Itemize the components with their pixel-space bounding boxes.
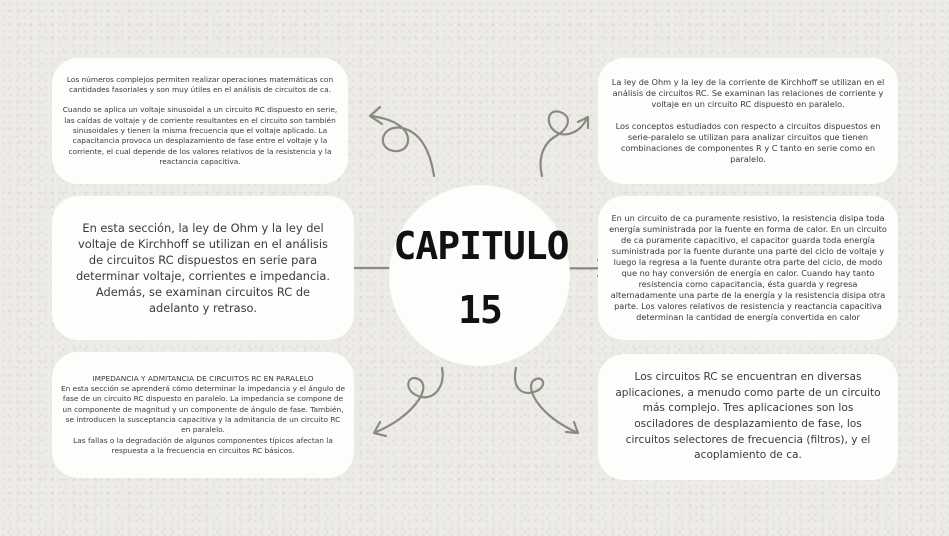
arrow-top-left: [370, 107, 434, 176]
card-bottom-left-p2: Las fallas o la degradación de algunos componentes típicos afectan la respuesta a la frecuencia en circuitos RC básicos.: [73, 435, 333, 455]
card-top-left-p1: Los números complejos permiten realizar operaciones matemáticas con cantidades fasoriales y son muy útiles en el análisis de circuitos de ca.: [66, 74, 334, 95]
card-middle-right-text: En un circuito de ca puramente resistivo, la resistencia disipa toda energía suministrada por la fuente en forma de calor. En un circuito de ca puramente capacitivo, el capacitor guarda toda energía suministrada por la fuente durante una parte del ciclo de voltaje y luego la regresa a la fuente durante otra parte del ciclo, de modo que no hay conversión de energía en calor. Cuando hay tanto resistencia como capacitancia, ésta guarda y regresa alternadamente una parte de la energía y la resistencia disipa otra parte. Los valores relativos de resistencia y reactancia capacitiva determinan la cantidad de energía convertida en calor: [609, 213, 887, 322]
chapter-title: CAPITULO: [393, 224, 569, 268]
card-top-left-p2: Cuando se aplica un voltaje sinusoidal a un circuito RC dispuesto en serie, las caídas de voltaje y de corriente resultantes en el circuito son también sinusoidales y tienen la misma frecuencia que el voltaje aplicado. La capacitancia provoca un desplazamiento de fase entre el voltaje y la corriente, el cual depende de los valores relativos de la resistencia y la reactancia capacitiva.: [62, 105, 338, 166]
card-middle-left-text: En esta sección, la ley de Ohm y la ley del voltaje de Kirchhoff se utilizan en el análisis de circuitos RC dispuestos en serie para determinar voltaje, corrientes e impedancia. Además, se examinan circuitos RC de adelanto y retraso.: [75, 221, 331, 315]
card-top-right-p1: La ley de Ohm y la ley de la corriente de Kirchhoff se utilizan en el análisis de circuitos RC. Se examinan las relaciones de corriente y voltaje en un circuito RC dispuesto en paralelo.: [611, 76, 885, 109]
card-top-right-p2: Los conceptos estudiados con respecto a circuitos dispuestos en serie-paralelo se utilizan para analizar circuitos que tienen combinaciones de componentes R y C tanto en serie como en paralelo.: [615, 120, 881, 165]
card-bottom-left-heading: IMPEDANCIA Y ADMITANCIA DE CIRCUITOS RC EN PARALELO: [92, 373, 314, 383]
chapter-number: 15: [458, 288, 502, 332]
card-bottom-right-text: Los circuitos RC se encuentran en diversas aplicaciones, a menudo como parte de un circuito más complejo. Tres aplicaciones son los osciladores de desplazamiento de fase, los circuitos selectores de frecuencia (filtros), y el acoplamiento de ca.: [615, 371, 881, 462]
card-middle-right: [598, 196, 898, 340]
card-bottom-left: [52, 352, 354, 478]
arrow-top-right: [541, 111, 588, 176]
card-middle-left: [52, 196, 354, 340]
card-top-left: [52, 58, 348, 184]
arrow-bottom-right: [515, 368, 578, 433]
center-circle: [389, 185, 570, 366]
arrow-bottom-left: [374, 368, 443, 436]
card-bottom-left-p1: En esta sección se aprenderá cómo determinar la impedancia y el ángulo de fase de un circuito RC dispuesto en paralelo. La impedancia se compone de un componente de magnitud y un componente de ángulo de fase. También, se introducen la susceptancia capacitiva y la admitancia de un circuito RC en paralelo.: [60, 384, 346, 435]
card-bottom-right: [598, 354, 898, 480]
card-top-right: [598, 58, 898, 184]
